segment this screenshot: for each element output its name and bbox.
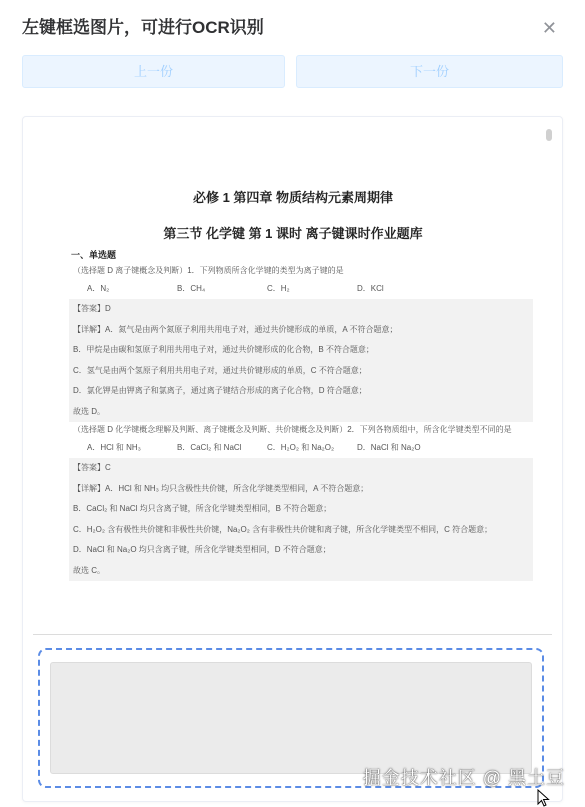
page-divider [33,634,552,635]
doc-heading-2: 第三节 化学键 第 1 课时 离子键课时作业题库 [163,226,423,241]
mouse-cursor-icon [537,789,551,807]
next-button[interactable]: 下一份 [296,55,563,88]
answer-line: D．氯化钾是由钾离子和氯离子，通过离子键结合形成的离子化合物，D 符合题意； [73,386,367,395]
answer-line: 【详解】A．HCl 和 NH₃ 均只含极性共价键，所含化学键类型相同，A 不符合题意； [73,483,369,493]
answer-line: C．H₂O₂ 含有极性共价键和非极性共价键，Na₂O₂ 含有非极性共价键和离子键，所含化学键类型不相同，C 符合题意； [73,524,493,534]
dialog-title: 左键框选图片，可进行OCR识别 [22,18,264,37]
answer-line: D．NaCl 和 Na₂O 均只含离子键，所含化学键类型相同，D 不符合题意； [73,545,331,554]
answer-line: B．CaCl₂ 和 NaCl 均只含离子键，所含化学键类型相同，B 不符合题意； [73,504,332,513]
option: A．N₂ [87,284,110,293]
answer-line: B．甲烷是由碳和氢原子利用共用电子对，通过共价键形成的化合物，B 不符合题意； [73,345,374,354]
answer-line: 【答案】D [73,304,111,313]
dialog-header [22,14,563,42]
document-page [73,187,513,581]
prev-button[interactable]: 上一份 [22,55,285,88]
answer-line: C．氢气是由两个氢原子利用共用电子对，通过共价键形成的单质，C 不符合题意； [73,365,367,375]
option: B．CaCl₂ 和 NaCl [177,443,242,452]
option: D．NaCl 和 Na₂O [357,443,421,452]
option: A．HCl 和 NH₃ [87,443,141,452]
option: C．H₂ [267,284,290,293]
close-icon[interactable]: ✕ [541,18,557,38]
option: B．CH₄ [177,284,206,293]
watermark: 掘金技术社区 @ 黑土豆 [362,768,565,788]
question-2: （选择题 D 化学键概念理解及判断、离子键概念及判断、共价键概念及判断）2．下列各物质组中，所含化学键类型不同的是 [73,425,512,434]
question-2-options [73,438,513,458]
question-1-options [73,279,513,299]
question-1: （选择题 D 离子键概念及判断）1．下列物质所含化学键的类型为离子键的是 [73,266,344,275]
option: C．H₂O₂ 和 Na₂O₂ [267,443,335,452]
doc-section-title: 一、单选题 [71,250,117,260]
question-1-answer [69,299,533,422]
answer-line: 【答案】C [73,463,111,472]
answer-line: 故选 D。 [73,406,105,416]
option: D．KCl [357,284,384,293]
answer-line: 【详解】A．氮气是由两个氮原子利用共用电子对，通过共价键形成的单质，A 不符合题意； [73,324,398,334]
question-2-answer [69,458,533,581]
selected-area [50,662,532,774]
scrollbar-thumb[interactable] [546,129,552,141]
answer-line: 故选 C。 [73,565,105,575]
doc-heading-1: 必修 1 第四章 物质结构元素周期律 [192,190,394,205]
